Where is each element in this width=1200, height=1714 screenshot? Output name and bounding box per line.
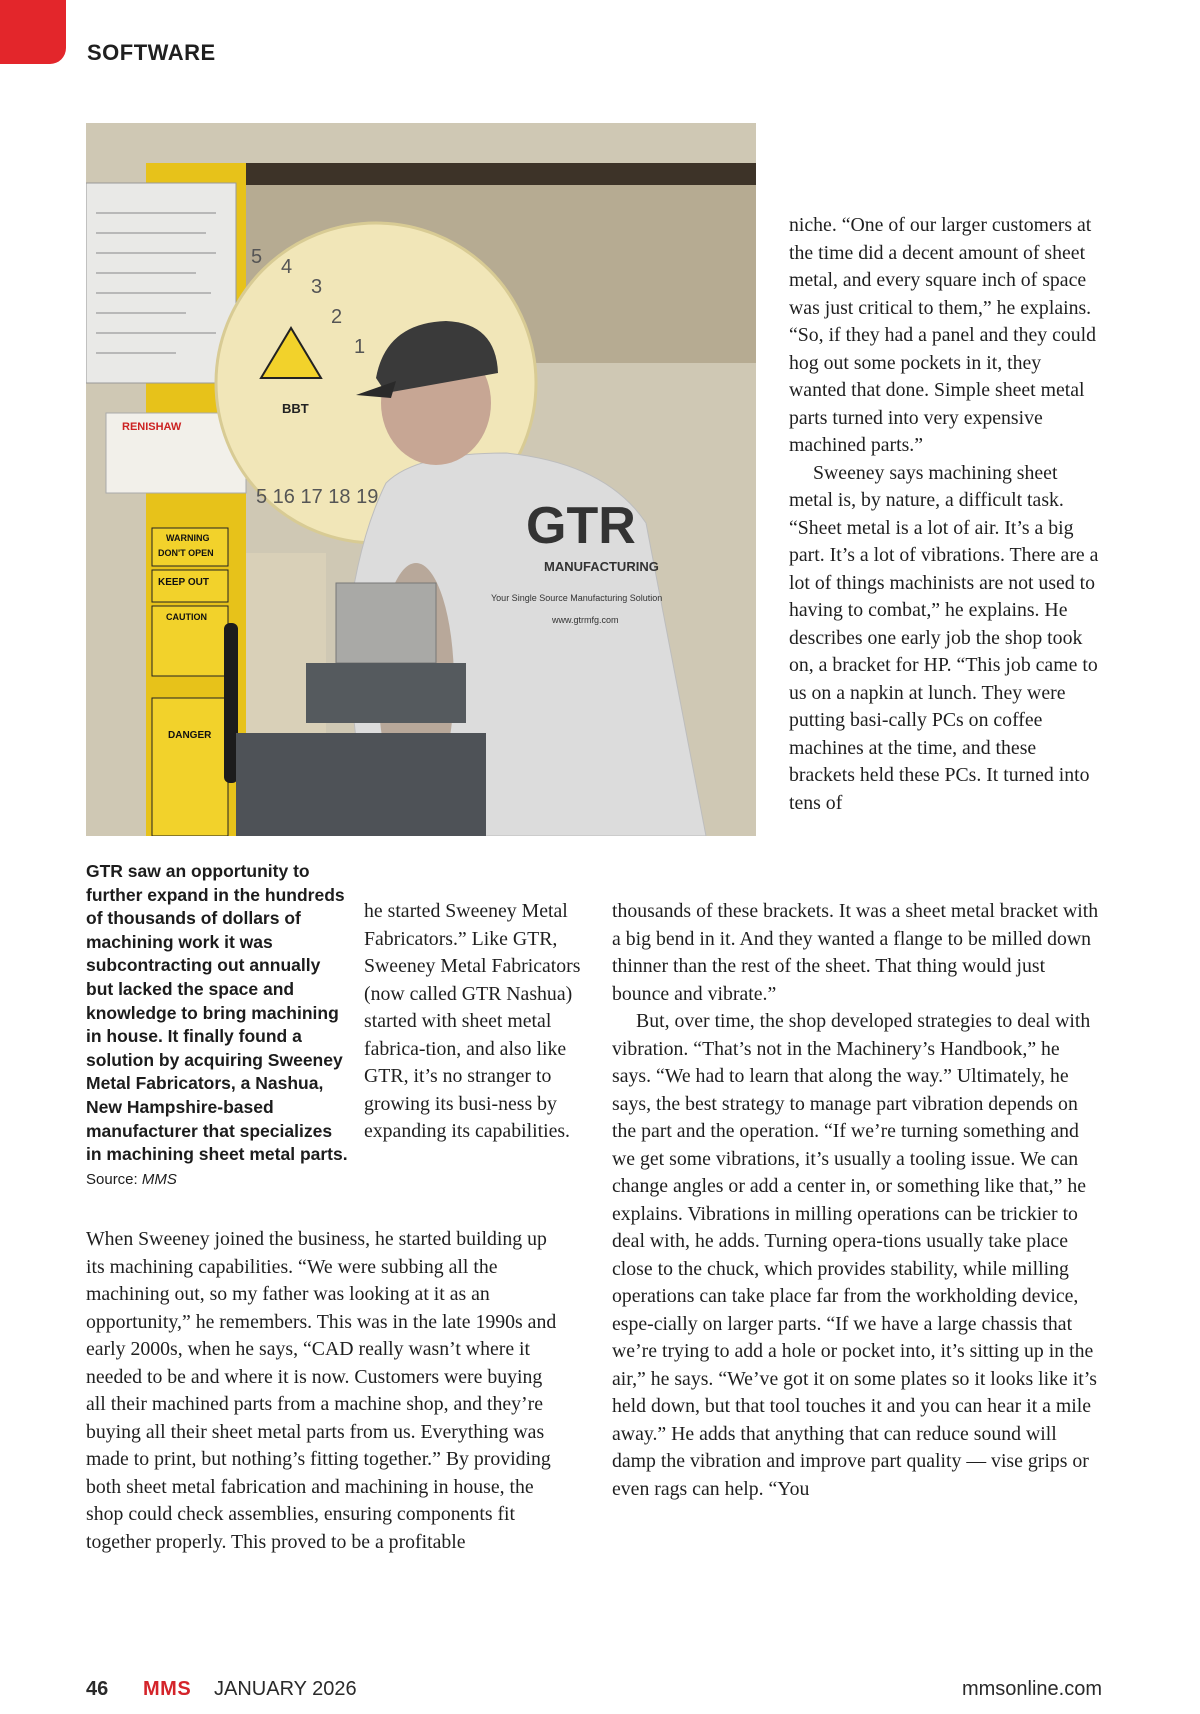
svg-text:DON'T OPEN: DON'T OPEN	[158, 548, 214, 558]
article-column-left	[86, 1226, 566, 1556]
magazine-brand: MMS	[143, 1678, 192, 1700]
caption-source: MMS	[141, 1170, 177, 1188]
svg-text:GTR: GTR	[526, 497, 636, 555]
article-paragraph: he started Sweeney Metal Fabricators.” Like GTR, Sweeney Metal Fabricators (now called GTR Nashua) started with sheet metal fabrica-tion, and also like GTR, it’s no stranger to growing its busi-ness by expanding its capabilities.	[364, 900, 581, 1142]
photo-illustration	[86, 123, 756, 836]
page-footer	[86, 1678, 1102, 1708]
probe-brand-text: RENISHAW	[122, 421, 182, 433]
caption-text: GTR saw an opportunity to further expand in the hundreds of thousands of dollars of machining work it was subcontracting out annually but lacked the space and knowledge to bring machining in house. It finally found a solution by acquiring Sweeney Metal Fabricators, a Nashua, New Hampshire-based manufacturer that specializes in machining sheet metal parts.	[86, 861, 348, 1165]
svg-text:1: 1	[354, 336, 366, 358]
article-paragraph: But, over time, the shop developed strategies to deal with vibration. “That’s not in the Machinery’s Handbook,” he says. “We had to learn that along the way.” Ultimately, he says, the best strategy to manage part vibration depends on the part and the operation. “If we’re turning something and we get some vibrations, it’s usually a tooling issue. We can change angles or add a center in, or something like that,” he explains. Vibrations in milling operations can be trickier to deal with, he adds. Turning opera-tions usually take place close to the chuck, which provides stability, while milling operations can take place far from the workholding device, espe-cially on larger parts. “If we have a large chassis that we’re trying to add a hole or pocket into, it’s sitting up in the air,” he says. “We’ve got it on some plates so it looks like it’s held down, but that tool touches it and you can hear it a mile away.” He adds that anything that can reduce sound will damp the vibration and improve part quality — vise grips or even rags can help. “You	[612, 1010, 1097, 1500]
svg-text:5 16 17 18 19: 5 16 17 18 19	[256, 486, 379, 508]
svg-text:4: 4	[281, 256, 293, 278]
caption-credit	[86, 1171, 177, 1188]
photo-door-handle	[224, 623, 238, 783]
photo-vise	[306, 663, 466, 723]
photo-metal-block	[336, 583, 436, 663]
section-label: SOFTWARE	[87, 40, 216, 65]
article-column-right-upper	[789, 212, 1099, 817]
svg-text:MANUFACTURING: MANUFACTURING	[544, 559, 659, 574]
svg-text:Your Single Source Manufacturi: Your Single Source Manufacturing Solution	[491, 593, 663, 603]
photo-caption	[86, 860, 348, 1191]
svg-text:DANGER: DANGER	[168, 730, 212, 741]
section-tab-mark	[0, 0, 66, 64]
svg-text:www.gtrmfg.com: www.gtrmfg.com	[552, 615, 619, 625]
article-paragraph: When Sweeney joined the business, he started building up its machining capabilities. “We were subbing all the machining out, so my father was looking at it as an opportunity,” he remembers. This was in the late 1990s and early 2000s, when he says, “CAD really wasn’t where it needed to be and where it is now. Customers were buying all their machined parts from a machine shop, and they’re buying all their sheet metal parts from us. Everything was made to print, but nothing’s fitting together.” By providing both sheet metal fabrication and machining in house, the shop could check assemblies, ensuring components fit together properly. This proved to be a profitable	[86, 1228, 557, 1553]
website-link[interactable]: mmsonline.com	[961, 1678, 1102, 1700]
article-column-right-lower	[612, 898, 1102, 1503]
tool-label-text: BBT	[282, 401, 309, 416]
svg-text:5: 5	[251, 246, 263, 268]
svg-text:KEEP OUT: KEEP OUT	[158, 577, 209, 588]
article-paragraph: niche. “One of our larger customers at the time did a decent amount of sheet metal, and every square inch of space was just critical to them,” he explains. “So, if they had a panel and they could hog out some pockets in it, they wanted that done. Simple sheet metal parts turned into very expensive machined parts.”	[789, 214, 1097, 456]
svg-text:WARNING: WARNING	[166, 533, 210, 543]
issue-date: JANUARY 2026	[214, 1678, 357, 1700]
article-photo	[86, 123, 756, 836]
photo-door-header	[236, 163, 756, 185]
article-column-middle	[364, 898, 586, 1146]
page-number: 46	[86, 1678, 109, 1700]
photo-machine-table	[236, 733, 486, 836]
svg-text:2: 2	[331, 306, 343, 328]
article-paragraph: thousands of these brackets. It was a sheet metal bracket with a big bend in it. And they wanted a flange to be milled down thinner than the rest of the sheet. That thing would just bounce and vibrate.”	[612, 900, 1099, 1005]
caption-source-prefix: Source:	[86, 1170, 138, 1188]
svg-text:3: 3	[311, 276, 323, 298]
svg-text:CAUTION: CAUTION	[166, 612, 207, 622]
article-paragraph: Sweeney says machining sheet metal is, by nature, a difficult task. “Sheet metal is a lot of air. It’s a big part. It’s a lot of vibrations. There are a lot of things machinists are not used to having to combat,” he explains. He describes one early job the shop took on, a bracket for HP. “This job came to us on a napkin at lunch. They were putting basi-cally PCs on coffee machines at the time, and these brackets held these PCs. It turned into tens of	[789, 461, 1099, 814]
